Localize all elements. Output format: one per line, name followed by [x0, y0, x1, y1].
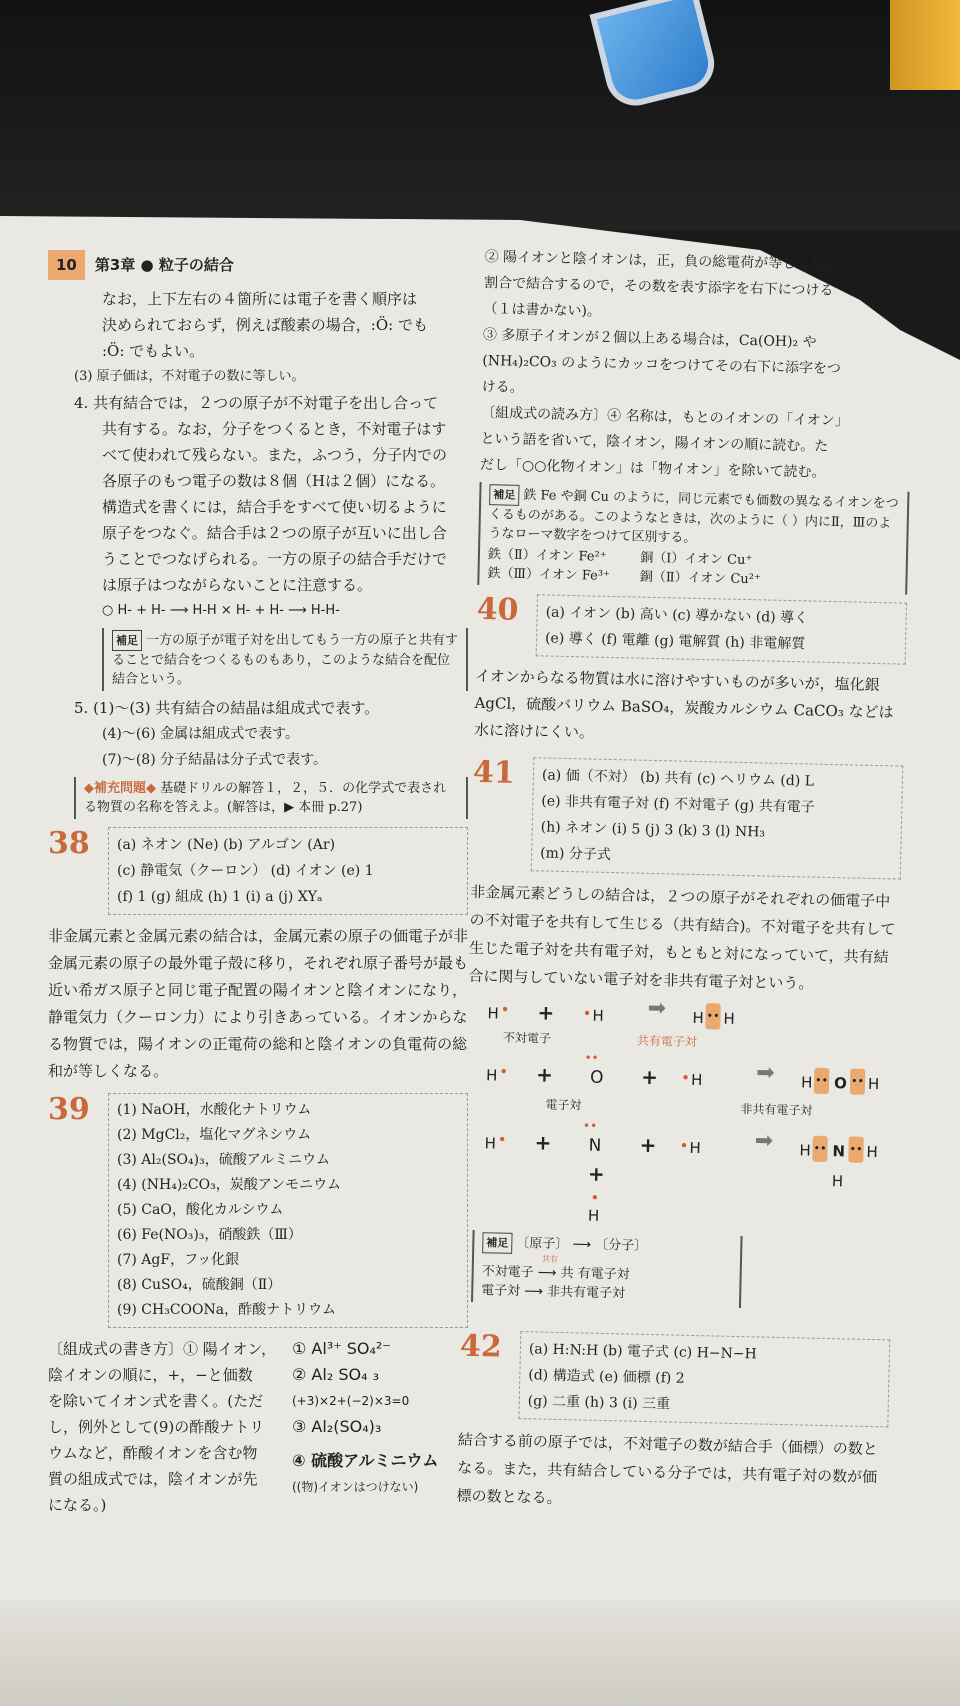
answer-line: (g) 二重 (h) 3 (i) 三重	[527, 1393, 671, 1413]
text-line: 5. (1)〜(3) 共有結合の結晶は組成式で表す。	[74, 699, 380, 717]
label-electron-pair: 電子対	[545, 1097, 582, 1113]
answer-39	[48, 1093, 468, 1328]
atom-o: O	[833, 1074, 848, 1093]
howto-line: し，例外として(9)の酢酸ナトリ	[48, 1418, 265, 1436]
text-line: (4)〜(6) 金属は組成式で表す。	[102, 726, 299, 742]
calc-step: (+3)×2+(−2)×3=0	[292, 1394, 410, 1408]
ion-list	[487, 545, 898, 592]
atom-h: H	[487, 1004, 500, 1023]
text-line: (3) 原子価は，不対電子の数に等しい。	[74, 369, 305, 384]
calc-step: ② Al₂ SO₄ ₃	[292, 1365, 379, 1384]
electron-pair: ••	[582, 1118, 598, 1133]
answer-line: (e) 非共有電子対 (f) 不対電子 (g) 共有電子	[541, 793, 815, 816]
note-atom-molecule	[471, 1230, 743, 1308]
answer-line: (2) MgCl₂，塩化マグネシウム	[117, 1127, 312, 1143]
answer-line: (a) 価（不対） (b) 共有 (c) ヘリウム (d) L	[541, 767, 815, 790]
note-text: 一方の原子が電子対を出してもう一方の原子と共有することで結合をつくるものもあり，このような結合を配位結合という。	[112, 633, 459, 687]
text-line: （１は書かない)。	[483, 300, 602, 320]
howto-line: になる。)	[48, 1496, 107, 1514]
left-column	[48, 250, 468, 1518]
label-shared-pair: 共有電子対	[636, 1033, 698, 1050]
howto-calc	[292, 1336, 462, 1518]
text-line: ける。	[481, 378, 524, 396]
note-tag: 補足	[112, 630, 142, 651]
text-line: (NH₄)₂CO₃ のようにカッコをつけてその右下に添字をつ	[482, 352, 842, 378]
atom-h: H	[692, 1008, 704, 1028]
electron-dot: •	[679, 1136, 689, 1155]
answer-line: (e) 導く (f) 電離 (g) 電解質 (h) 非電解質	[544, 630, 806, 653]
text-line: という語を省いて，陰イオン，陽イオンの順に読む。た	[480, 430, 829, 455]
electron-dot: •	[497, 1130, 507, 1149]
answer-line: (5) CaO，酸化カルシウム	[117, 1202, 284, 1218]
answer-line: (d) 構造式 (e) 価標 (f) 2	[528, 1367, 685, 1387]
supplement-text: 基礎ドリルの解答１，２，５．の化学式で表される物質の名称を答えよ。(解答は，▶ 本冊 p.27)	[84, 781, 447, 815]
note-line: 電子対 ⟶ 非共有電子対	[481, 1283, 626, 1302]
atom-h: H	[800, 1073, 813, 1092]
atom-h: H	[867, 1074, 880, 1094]
answer-line: (a) H:N:H (b) 電子式 (c) H−N−H	[528, 1341, 757, 1363]
atom-n: N	[832, 1142, 846, 1161]
copper-ions	[640, 549, 762, 590]
atom-h: H	[485, 1066, 498, 1085]
question-number: 39	[48, 1092, 90, 1127]
answer-line: (f) 1 (g) 組成 (h) 1 (i) a (j) XYₐ	[117, 889, 323, 905]
text-line: は原子はつながらないことに注意する。	[102, 576, 373, 594]
howto-text	[48, 1336, 278, 1518]
text-line: (7)〜(8) 分子結晶は分子式で表す。	[102, 752, 327, 768]
plus-sign: +	[587, 1161, 605, 1186]
atom-o: O	[589, 1067, 604, 1088]
atom-h: H	[689, 1138, 702, 1158]
atom-h: H	[690, 1070, 703, 1090]
page-header	[48, 250, 468, 280]
howto-line: ウムなど，酢酸イオンを含む物	[48, 1444, 258, 1462]
answer-42	[458, 1330, 890, 1428]
text-line: ③ 多原子イオンが２個以上ある場合は，Ca(OH)₂ や	[482, 326, 817, 351]
answer-line: (6) Fe(NO₃)₃，硝酸鉄（Ⅲ）	[117, 1227, 302, 1243]
calc-step: ③ Al₂(SO₄)₃	[292, 1417, 382, 1436]
electron-diagram	[461, 990, 898, 1300]
calc-step: ((物)イオンはつけない)	[292, 1480, 419, 1494]
text-line: だし「○○化物イオン」は「物イオン」を除いて読む。	[479, 456, 826, 481]
shared-pair-icon: ••	[705, 1003, 721, 1029]
ion-item: 銅（Ⅱ）イオン Cu²⁺	[639, 569, 761, 588]
explanation-40: イオンからなる物質は水に溶けやすいものが多いが，塩化銀 AgCl，硫酸バリウム BaSO₄，炭酸カルシウム CaCO₃ などは水に溶けにくい。	[473, 666, 894, 742]
answer-box	[536, 594, 907, 664]
arrow-icon: ➡	[647, 995, 667, 1022]
electron-dot: •	[500, 1000, 510, 1019]
ion-item: 鉄（Ⅱ）イオン Fe²⁺	[487, 547, 607, 565]
answer-line: (h) ネオン (i) 5 (j) 3 (k) 3 (l) NH₃	[540, 819, 766, 841]
note-tag: 補足	[482, 1232, 512, 1254]
text-line: べて使われて残らない。また，ふつう，分子内での	[102, 446, 448, 464]
dark-background	[0, 0, 960, 230]
electron-dot: •	[680, 1068, 691, 1087]
formula-howto	[48, 1336, 468, 1518]
note-roman-numerals	[477, 482, 909, 595]
label-unpaired: 不対電子	[502, 1030, 552, 1046]
answer-line: (c) 静電気（クーロン） (d) イオン (e) 1	[117, 863, 374, 879]
answer-40	[476, 593, 907, 665]
bond-example: ○ H- + H- ⟶ H-H × H- + H- ⟶ H-H-	[102, 603, 340, 618]
arrow-icon: ➡	[754, 1128, 774, 1154]
text-line: 各原子のもつ電子の数は８個（Hは２個）になる。	[102, 472, 446, 490]
answer-41	[471, 756, 903, 880]
answer-box	[531, 757, 903, 879]
text-line: 決められておらず，例えば酸素の場合，:Ö: でも	[102, 316, 428, 334]
plus-sign: +	[535, 1062, 554, 1087]
howto-line: 質の組成式では，陰イオンが先	[48, 1470, 258, 1488]
howto-line: を除いてイオン式を書く。(ただ	[48, 1392, 264, 1410]
plus-sign: +	[534, 1130, 552, 1155]
atom-h: H	[831, 1172, 844, 1191]
answer-line: (9) CH₃COONa，酢酸ナトリウム	[117, 1302, 336, 1318]
shared-pair-icon: ••	[850, 1069, 866, 1095]
answer-line: (4) (NH₄)₂CO₃，炭酸アンモニウム	[117, 1177, 341, 1193]
answer-box	[108, 827, 468, 915]
supplement-problem	[74, 777, 468, 819]
calc-step: ① Al³⁺ SO₄²⁻	[292, 1339, 391, 1358]
atom-h: H	[587, 1206, 600, 1225]
calc-step: ④ 硫酸アルミニウム	[292, 1451, 439, 1470]
arrow-icon: ➡	[755, 1060, 775, 1086]
text-line: :Ö: でもよい。	[102, 342, 205, 360]
note-line: 不対電子 ⟶ 共 有電子対	[481, 1264, 630, 1283]
atom-h: H	[723, 1009, 735, 1028]
atom-h: H	[799, 1141, 812, 1160]
atom-h: H	[866, 1142, 878, 1162]
text-line: 4. 共有結合では，２つの原子が不対電子を出し合って	[74, 394, 439, 412]
supplement-tag: ◆補充問題◆	[84, 781, 156, 796]
answer-line: (8) CuSO₄，硫酸銅（Ⅱ）	[117, 1277, 282, 1293]
note-coordinate-bond	[102, 628, 468, 691]
note-text: 鉄 Fe や銅 Cu のように，同じ元素でも価数の異なるイオンをつくるものがある。このようなときは，次のように（ ）内にⅡ，Ⅲのようなローマ数字をつけて区別する。	[488, 487, 899, 546]
text-line: 共有する。なお，分子をつくるとき，不対電子はす	[102, 420, 447, 438]
chapter-title: 第3章 ● 粒子の結合	[94, 256, 234, 274]
arrow-label: 共有	[541, 1254, 559, 1264]
atom-n: N	[588, 1135, 602, 1156]
atom-h: H	[592, 1006, 605, 1025]
electron-pair: ••	[584, 1050, 599, 1065]
text-line: 構造式を書くには，結合手をすべて使い切るように	[102, 498, 447, 516]
plus-sign: +	[640, 1064, 659, 1090]
note-line: 〔原子〕 ⟶ 〔分子〕	[516, 1235, 648, 1254]
iron-ions	[487, 545, 610, 586]
explanation-42: 結合する前の原子では，不対電子の数が結合手（価標）の数となる。また，共有結合している分子では，共有電子対の数が価標の数となる。	[456, 1430, 878, 1508]
text-line: 原子をつなぐ。結合手は２つの原子が互いに出し合	[102, 524, 447, 542]
text-line: 〔組成式の読み方〕④ 名称は，もとのイオンの「イオン」	[480, 404, 849, 430]
plus-sign: +	[537, 1000, 555, 1025]
box-object	[890, 0, 960, 90]
note-tag: 補足	[489, 484, 519, 506]
answer-line: (m) 分子式	[540, 845, 612, 864]
electron-dot: •	[590, 1188, 600, 1207]
answer-line: (a) イオン (b) 高い (c) 導かない (d) 導く	[545, 604, 809, 627]
shared-pair-icon: ••	[814, 1068, 830, 1094]
shared-pair-icon: ••	[848, 1136, 864, 1162]
ion-item: 銅（Ⅰ）イオン Cu⁺	[640, 550, 753, 569]
howto-line: 陰イオンの順に，+，−と価数	[48, 1366, 253, 1384]
explanation-38: 非金属元素と金属元素の結合は，金属元素の原子の価電子が非金属元素の原子の最外電子殻に移り，それぞれ原子番号が最も近い希ガス原子と同じ電子配置の陽イオンと陰イオンになり，静電気力（クーロン力）により引きあっている。イオンからなる物質では，陽イオンの正電荷の総和と陰イオンの負電荷の総和が等しくなる。	[48, 927, 469, 1080]
question-number: 40	[476, 591, 519, 628]
shared-pair-icon: ••	[812, 1136, 828, 1162]
answer-box	[108, 1093, 468, 1328]
electron-dot: •	[582, 1004, 592, 1023]
explanation-41: 非金属元素どうしの結合は，２つの原子がそれぞれの価電子中の不対電子を共有して生じる（共有結合)。不対電子を共有して生じた電子対を共有電子対，もともと対になっていて，共有結合に関与していない電子対を非共有電子対という。	[468, 882, 896, 993]
howto-line: 〔組成式の書き方〕① 陽イオン，	[48, 1340, 277, 1358]
answer-line: (7) AgF，フッ化銀	[117, 1252, 240, 1268]
page-bottom-shadow	[0, 1600, 960, 1706]
atom-h: H	[484, 1134, 497, 1153]
page-number: 10	[48, 250, 85, 280]
text-line: ② 陽イオンと陰イオンは，正，負の総電荷が等しくなる	[484, 248, 839, 274]
answer-38	[48, 827, 468, 915]
text-line: なお，上下左右の４箇所には電子を書く順序は	[102, 290, 418, 308]
question-number: 41	[472, 754, 516, 791]
text-line: うことでつなげられる。一方の原子の結合手だけで	[102, 550, 448, 568]
answer-line: (a) ネオン (Ne) (b) アルゴン (Ar)	[117, 837, 336, 853]
ion-item: 鉄（Ⅲ）イオン Fe³⁺	[487, 566, 611, 584]
answer-line: (3) Al₂(SO₄)₃，硫酸アルミニウム	[117, 1152, 330, 1168]
question-number: 42	[459, 1328, 503, 1365]
label-nonshared-pair: 非共有電子対	[740, 1102, 813, 1118]
electron-dot: •	[499, 1062, 509, 1081]
text-line: 割合で結合するので，その数を表す添字を右下につける	[483, 274, 834, 299]
question-number: 38	[48, 826, 90, 861]
answer-box	[518, 1331, 890, 1427]
right-column	[456, 244, 915, 1519]
answer-line: (1) NaOH，水酸化ナトリウム	[117, 1102, 312, 1118]
plus-sign: +	[639, 1132, 657, 1158]
